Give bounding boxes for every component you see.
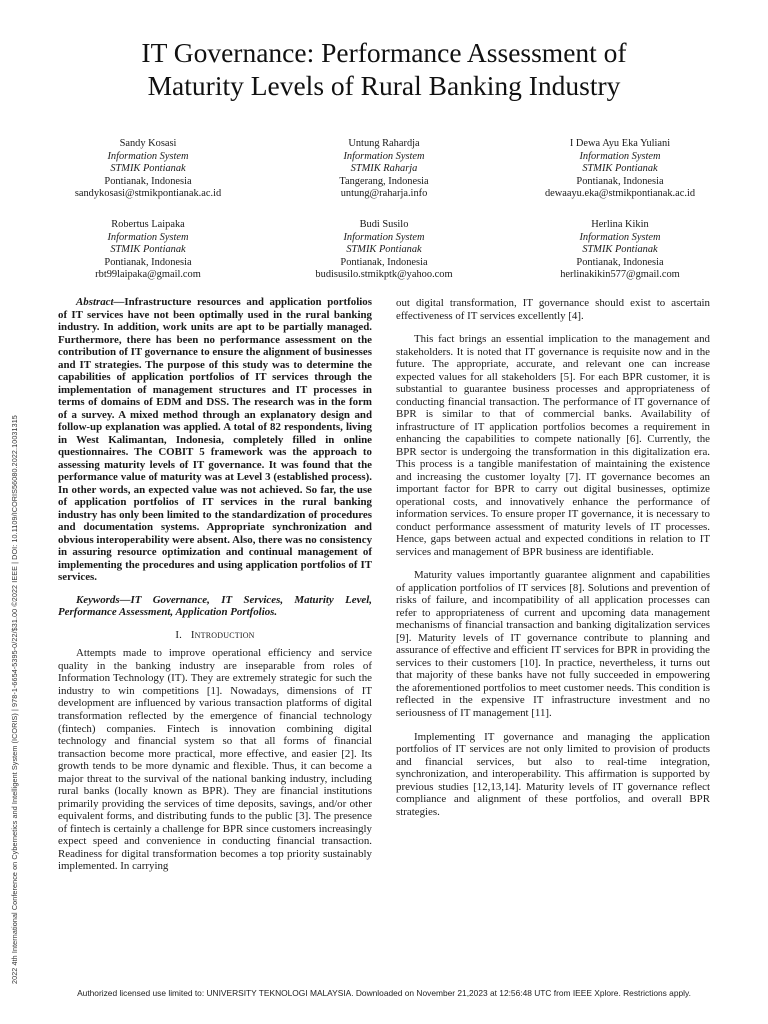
- author-block: [266, 219, 502, 282]
- author-org: STMIK Pontianak: [346, 244, 422, 256]
- author-email: untung@raharja.info: [340, 188, 428, 200]
- author-city: Tangerang, Indonesia: [339, 175, 429, 187]
- right-column: [396, 297, 710, 818]
- author-row-1: [30, 138, 738, 201]
- author-city: Pontianak, Indonesia: [104, 256, 192, 268]
- side-note-text: 2022 4th International Conference on Cybernetics and Intelligent System (ICORIS) | 978-1-6654-5395-0/22/$31.00 ©2022 IEEE | DOI: 10.1109/ICORIS56080.2022.10031315: [10, 415, 19, 984]
- author-org: STMIK Pontianak: [110, 244, 186, 256]
- author-block: [502, 219, 738, 282]
- author-org: STMIK Pontianak: [110, 163, 186, 175]
- author-org: STMIK Raharja: [350, 163, 418, 175]
- author-email: sandykosasi@stmikpontianak.ac.id: [74, 188, 222, 200]
- author-row-2: [30, 219, 738, 282]
- author-dept: Information System: [343, 231, 425, 243]
- author-email: herlinakikin577@gmail.com: [560, 269, 680, 281]
- paragraph: Maturity values importantly guarantee alignment and capabilities of application portfolios of IT services [8]. Solutions and prevention of risks of failure, and incompatibility of all application processes can refer to appropriateness of current and upcoming data management mechanisms of financial transaction and banking digitalization services [9]. Maturity levels of IT governance contribute to planning and assurance of effective and efficient IT services for BPR in providing the services to their customers [10]. In practice, nevertheless, it turns out that majority of these banks have not fully succeeded in empowering the aforementioned portfolios to meet customer needs. This condition is reflected in the expensive IT infrastructure investment and no seriousness of IT management [11].: [396, 569, 710, 719]
- author-name: Untung Rahardja: [348, 138, 420, 149]
- author-name: Robertus Laipaka: [111, 219, 185, 230]
- author-email: dewaayu.eka@stmikpontianak.ac.id: [544, 188, 696, 200]
- left-column: [58, 296, 372, 873]
- author-city: Pontianak, Indonesia: [576, 175, 664, 187]
- keywords: Keywords—IT Governance, IT Services, Maturity Level, Performance Assessment, Application Portfolios.: [58, 593, 372, 619]
- paragraph: out digital transformation, IT governance should exist to ascertain effectiveness of IT services excellently [4].: [396, 297, 710, 322]
- section-number: I.: [175, 628, 183, 641]
- abstract-lead: Abstract: [76, 296, 114, 308]
- abstract: [58, 296, 372, 584]
- abstract-text: —Infrastructure resources and application portfolios of IT services have not been optimally used in the rural banking industry. In addition, work units are apt to be partially managed. Furthermore, there has been no performance assessment on the contribution of IT governance to ensure the alignment of businesses and IT strategies. The purpose of this study was to determine the capabilities of application portfolios of IT services through the implementation of management structures and IT processes in terms of domains of EDM and DSS. The research was in the form of a survey. A mixed method through an explanatory design and follow-up explanation was applied. A total of 82 respondents, living in West Kalimantan, Indonesia, completely filled in online questionnaires. The COBIT 5 framework was the approach to assessing maturity levels of IT governance. It was found that the performance value of maturity was at Level 3 (established process). In other words, an expected value was not achieved. So far, the use of application portfolios of IT services in the rural banking industry has only been limited to the standardization of procedures and documentation systems. Appropriate synchronization and obvious interoperability were absent. Also, there was no consistency in assuring resource optimization and continual management of implementing the procedures and using application portfolios of IT services.: [58, 296, 373, 584]
- author-name: Sandy Kosasi: [119, 138, 177, 149]
- author-city: Pontianak, Indonesia: [576, 256, 664, 268]
- paper-title: [60, 36, 708, 102]
- author-dept: Information System: [107, 150, 189, 162]
- author-org: STMIK Pontianak: [582, 244, 658, 256]
- author-name: Budi Susilo: [359, 219, 409, 230]
- author-org: STMIK Pontianak: [582, 163, 658, 175]
- author-name: Herlina Kikin: [591, 219, 649, 230]
- conference-side-note: [2, 272, 18, 984]
- section-title: Introduction: [190, 628, 255, 641]
- paragraph: This fact brings an essential implication to the management and stakeholders. It is noted that IT governance is requisite now and in the future. The appropriate, accurate, and relevant one can increase expected values for all stakeholders [5]. For each BPR customer, it is substantial to guarantee business processes and appropriateness of conducting financial transaction. The performance of IT governance of BPR is similar to that of commercial banks. Availability of infrastructure of IT application portfolios becomes a requirement in enhancing the capabilities to compete nationally [6]. Currently, the BPR sector is undergoing the transformation in this digitalization era. This process is a tangible manifestation of maintaining the existence and increasing the customer loyalty [7]. IT governance becomes an important factor for BPR to carry out digital businesses, optimize operational costs, and innovatively enhance the performance of information services. To ensure proper IT governance, it is necessary to conduct performance assessment of maturity levels of IT processes. Hence, gaps between actual and expected conditions in relation to IT services and management of BPR business are identifiable.: [396, 333, 710, 558]
- author-dept: Information System: [579, 231, 661, 243]
- section-heading-introduction: [58, 629, 372, 642]
- author-city: Pontianak, Indonesia: [104, 175, 192, 187]
- paragraph: Implementing IT governance and managing the application portfolios of IT services are not only limited to provision of products and financial services, but also to real-time integration, synchronization, and interoperability. This affirmation is supported by previous studies [12,13,14]. Maturity levels of IT governance reflect compliance and alignment of these portfolios, and overall BPR strategies.: [396, 730, 710, 818]
- author-dept: Information System: [343, 150, 425, 162]
- author-block: [266, 138, 502, 201]
- author-block: [30, 138, 266, 201]
- author-name: I Dewa Ayu Eka Yuliani: [569, 138, 671, 149]
- title-line-2: Maturity Levels of Rural Banking Industry: [147, 70, 621, 101]
- author-block: [502, 138, 738, 201]
- author-city: Pontianak, Indonesia: [340, 256, 428, 268]
- author-dept: Information System: [579, 150, 661, 162]
- author-block: [30, 219, 266, 282]
- license-footer: Authorized licensed use limited to: UNIVERSITY TEKNOLOGI MALAYSIA. Downloaded on November 21,2023 at 12:56:48 UTC from IEEE Xplore. Restrictions apply.: [77, 988, 691, 998]
- title-line-1: IT Governance: Performance Assessment of: [141, 37, 627, 68]
- author-dept: Information System: [107, 231, 189, 243]
- paragraph: Attempts made to improve operational efficiency and service quality in the banking industry are inseparable from roles of Information Technology (IT). They are extremely strategic for such the industry to win competitions [1]. Nowadays, dimensions of IT development are influenced by various transaction platforms of digital transformation reflected by the emergence of financial technology (fintech) companies. Fintech is innovation combining digital technology and financial system so that all forms of financial transaction become more practical, more effective, and easier [2]. Its growth tends to be more dynamic and flexible. Thus, it can become a major threat to the survival of the national banking industry, including rural banks (locally known as BPR). They are financial institutions primarily providing the services of time deposits, savings, and/or other equivalent forms, and distributing funds to the public [3]. The presence of fintech is certainly a challenge for BPR since customers increasingly expect speed and convenience in conducting financial transaction. Readiness for digital transformation becomes a top priority sustainably implemented. In carrying: [58, 647, 372, 873]
- author-email: budisusilo.stmikptk@yahoo.com: [315, 269, 453, 281]
- author-email: rbt99laipaka@gmail.com: [95, 269, 201, 281]
